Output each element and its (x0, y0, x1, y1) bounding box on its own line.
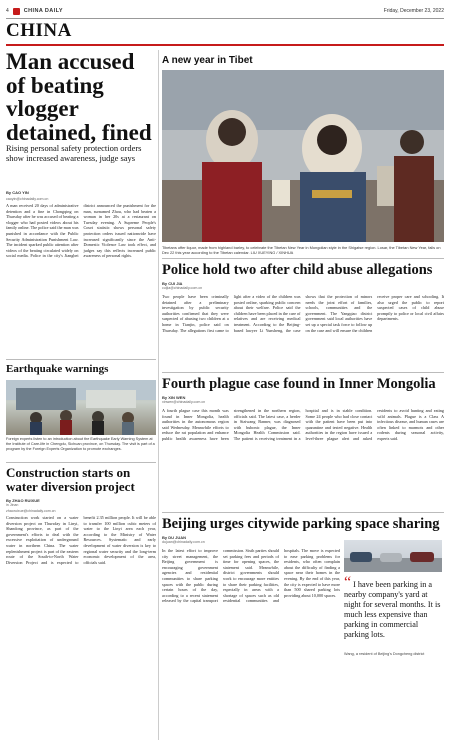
tibet-photo (162, 70, 444, 242)
tibet-photo-art (162, 70, 444, 242)
construction-byline: By ZHAO RUIXUE (6, 498, 40, 503)
construction-location: in Jinan (6, 503, 19, 507)
construction-email: zhaoruixue@chinadaily.com.cn (6, 508, 56, 513)
parking-email: dujuan@chinadaily.com.cn (162, 540, 205, 544)
parking-pull-quote (344, 574, 442, 640)
plague-headline: Fourth plague case found in Inner Mongolia (162, 376, 436, 392)
lead-headline: Man accused of beating vlogger detained, fined (6, 49, 152, 145)
parking-headline: Beijing urges citywide parking space sharing (162, 516, 440, 532)
masthead (6, 4, 444, 19)
china-daily-logo-icon (13, 8, 20, 15)
parking-body: In the latest effort to improve city street management, the Beijing government is encouraging government agencies and residential communities to share parking spaces with the public during certain hours of the day, according to a recent statement released by the capital transport commission. Sixth parties should set parking fees and periods of time for opening spaces, the statement said. Meanwhile, district governments should work to encourage more entities to share their parking facilities, especially in areas with a shortage of spaces such as old residential communities and hospitals. The move is expected to ease parking problems for residents, who often complain about the difficulty of finding a space near their homes in the evening. By the end of this year, the city is expected to have more than 500 shared parking lots providing about 10,000 spaces. (162, 548, 340, 604)
plague-rule (162, 372, 444, 373)
tibet-photo-caption: Tibetans offer liquor, made from highland barley, to celebrate the Tibetan New Year in Mongolian style in the Shigatse region. Losar, the Tibetan New Year, falls on Dec 22 this year according to the Tibetan calendar. LIU XUEYING / XINHUA (162, 245, 441, 255)
police-email: cuijia@chinadaily.com.cn (162, 286, 203, 290)
police-byline: By CUI JIA (162, 281, 183, 286)
lead-byline: By CAO YIN (6, 190, 29, 195)
paper-name: CHINA DAILY (23, 8, 63, 14)
parking-photo (344, 540, 442, 572)
masthead-left (6, 8, 63, 15)
construction-headline: Construction starts on water diversion project (6, 465, 135, 494)
plague-body: A fourth plague case this month was found in Inner Mongolia, health authorities in the autonomous region said Wednesday. Meanwhile efforts to reduce the rat population and enhance public health awareness have been strengthened in the northern region, officials said. The latest case, a herder in Siziwang Banner, was diagnosed with bubonic plague, the Inner Mongolia Health Commission said. The patient is receiving treatment in a hospital and is in stable condition. Some 24 people who had close contact with the patient have been put into quarantine and tested negative. Health authorities in the region have issued a level-three plague alert and asked residents to avoid hunting and eating wild animals. Plague is a Class A infectious disease, and human cases are often linked to marmots and other rodents during seasonal activity, experts said. (162, 408, 444, 441)
parking-photo-art (344, 540, 442, 572)
plague-byline: By XIN WEN (162, 395, 186, 400)
construction-rule (6, 462, 156, 463)
quote-mark-icon: “ (344, 574, 352, 591)
earthquake-rule (6, 359, 156, 360)
section-divider (6, 44, 444, 46)
issue-date: Friday, December 23, 2022 (383, 8, 444, 14)
lead-email: caoyin@chinadaily.com.cn (6, 197, 49, 201)
earthquake-caption: Foreign experts listen to an introduction about the Earthquake Early Warning System at the Institute of Care-life in Chengdu, Sichuan province, on Thursday. The visit is part of a program by the Foreign Experts Organization to promote exchanges. (6, 437, 155, 451)
pull-quote-attribution: Wang, a resident of Beijing's Dongcheng district (344, 652, 425, 656)
section-title: CHINA (6, 20, 72, 41)
page-number: 4 (6, 8, 9, 14)
construction-body: Construction work started on a water diversion project on Thursday in Linyi, Shandong province, as part of the government's efforts to deal with the excessive exploitation of underground water in northern China. The water replenishment project is part of the eastern route of the South-to-North Water Diversion Project and is expected to benefit 2.35 million people. It will be able to transfer 100 million cubic meters of water to the Linyi area each year, according to the Ministry of Water Resources. Systematic and early development of water diversion is key to regional water security and the long-term economic development of the area, officials said. (6, 515, 156, 565)
plague-email: xinwen@chinadaily.com.cn (162, 400, 206, 404)
police-rule (162, 258, 444, 259)
pull-quote-text: I have been parking in a nearby company's yard at night for several months. It is much less expensive than parking in commercial parking lots. (344, 580, 441, 639)
police-headline: Police hold two after child abuse allegations (162, 262, 433, 278)
earthquake-photo-art (6, 380, 156, 435)
column-divider (158, 50, 159, 740)
photo-kicker: A new year in Tibet (162, 55, 253, 66)
earthquake-heading: Earthquake warnings (6, 363, 109, 375)
earthquake-photo (6, 380, 156, 435)
parking-byline: By DU JUAN (162, 535, 187, 540)
police-body: Two people have been criminally detained after a preliminary investigation by public security authorities confirmed that they were suspected of abusing two children at a home in Tianjin, police said on Thursday. The allegations first came to light after a video of the children was posted online, sparking public concern about their welfare. Police said the children have been placed in the care of relatives and are receiving medical treatment. According to the Beijing-based lawyer Li Yunsheng, the case shows that the protection of minors needs the joint effort of families, schools, communities and the government. The Yangqiao district government said local authorities have set up a special task force to follow up on the case and will ensure the children receive proper care and schooling. It also urged the public to report suspected cases of child abuse promptly to police or local civil affairs departments. (162, 294, 444, 333)
lead-deck: Rising personal safety protection orders show increased awareness, judge says (6, 143, 142, 163)
lead-body: A man received 20 days of administrative detention and a fine in Chongqing on Thursday after he was accused of beating a vlogger who had posted videos about his family online. The police said the man was punished in accordance with the Public Security Administration Punishment Law. The incident sparked public attention after videos of the beating circulated widely on social media. Police in the city's Jiangbei district announced the punishment for the man, surnamed Zhou, who had beaten a woman in her 20s at a restaurant on Tuesday evening. A Supreme People's Court statistic shows personal safety protection orders issued nationwide have increased significantly since the Anti-Domestic Violence Law took effect, and judges say this reflects increased public awareness of personal rights. (6, 203, 156, 259)
parking-rule (162, 512, 444, 513)
